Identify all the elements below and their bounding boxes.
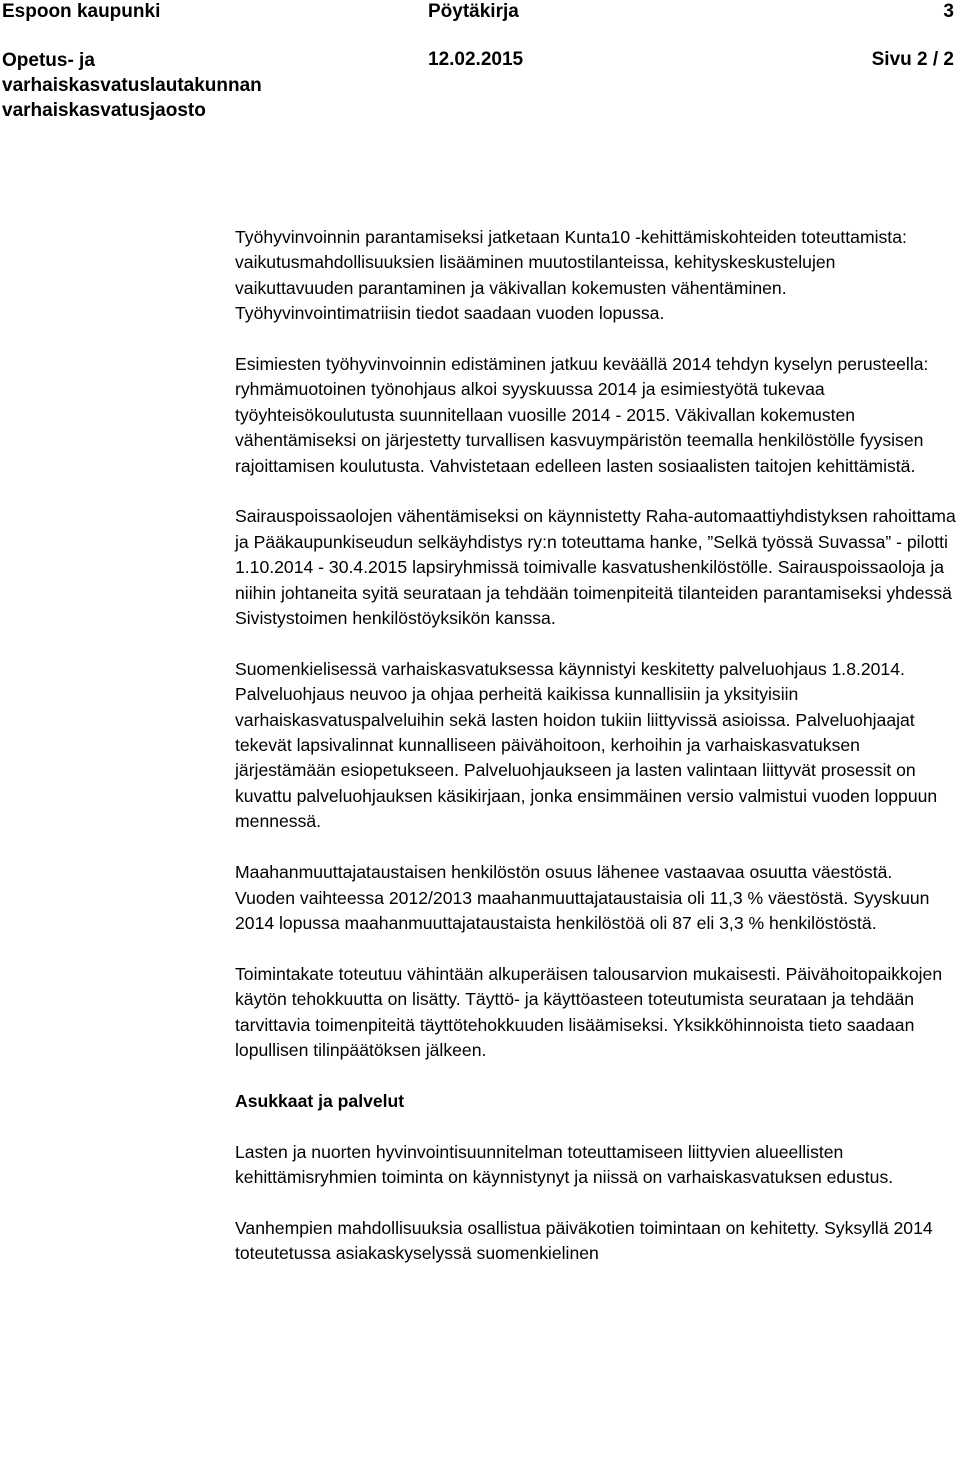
document-type: Pöytäkirja — [428, 1, 519, 22]
body-paragraph: Työhyvinvoinnin parantamiseksi jatketaan Kunta10 -kehittämiskohteiden toteuttamista: vaikutusmahdollisuuksien lisääminen muutostilanteissa, kehityskeskustelujen vaikuttavuuden parantaminen ja väkivallan kokemusten vähentäminen. Työhyvinvointimatriisin tiedot saadaan vuoden lopussa. — [235, 227, 907, 324]
body-paragraph: Suomenkielisessä varhaiskasvatuksessa käynnistyi keskitetty palveluohjaus 1.8.2014. Palveluohjaus neuvoo ja ohjaa perheitä kaikissa kunnallisiin ja yksityisiin varhaiskasvatuspalveluihin sekä lasten hoidon tukiin liittyvissä asioissa. Palveluohjaajat tekevät lapsivalinnat kunnalliseen päivähoitoon, kerhoihin ja varhaiskasvatuksen järjestämään esiopetukseen. Palveluohjaukseen ja lasten valintaan liittyvät prosessit on kuvattu palveluohjauksen käsikirjaan, jonka ensimmäinen versio valmistui vuoden loppuun mennessä. — [235, 658, 938, 832]
page-number: 3 — [943, 1, 954, 22]
page-indicator: Sivu 2 / 2 — [871, 49, 954, 70]
body-paragraph: Sairauspoissaolojen vähentämiseksi on käynnistetty Raha-automaattiyhdistyksen rahoittama ja Pääkaupunkiseudun selkäyhdistys ry:n toteuttama hanke, ”Selkä työssä Suvassa” - pilotti 1.10.2014 - 30.4.2015 lapsiryhmissä toimivalle kasvatushenkilöstölle. Sairauspoissaoloja ja niihin johtaneita syitä seurataan ja tehdään toimenpiteitä tilanteiden parantamiseksi yhdessä Sivistystoimen henkilöstöyksikön kanssa. — [235, 506, 956, 629]
body-paragraph: Lasten ja nuorten hyvinvointisuunnitelman toteuttamiseen liittyvien alueellisten kehittämisryhmien toiminta on käynnistynyt ja niissä on varhaiskasvatuksen edustus. — [235, 1141, 894, 1187]
body-paragraph: Maahanmuuttajataustaisen henkilöstön osuus lähenee vastaavaa osuutta väestöstä. Vuoden vaihteessa 2012/2013 maahanmuuttajataustaisia oli 11,3 % väestöstä. Syyskuun 2014 lopussa maahanmuuttajataustaista henkilöstöä oli 87 eli 3,3 % henkilöstöstä. — [235, 862, 930, 933]
body-paragraph: Vanhempien mahdollisuuksia osallistua päiväkotien toimintaan on kehitetty. Syksyllä 2014 toteutetussa asiakaskyselyssä suomenkielinen — [235, 1217, 933, 1264]
body-paragraph: Esimiesten työhyvinvoinnin edistäminen jatkuu keväällä 2014 tehdyn kyselyn perusteella: ryhmämuotoinen työnohjaus alkoi syyskuussa 2014 ja esimiestyötä tukevaa työyhteisökoulutusta suunnitellaan vuosille 2014 - 2015. Väkivallan kokemusten vähentämiseksi on järjestetty turvallisen kasvuympäristön teemalla henkilöstölle fyysisen rajoittamisen koulutusta. Vahvistetaan edelleen lasten sosiaalisten taitojen kehittämistä. — [235, 354, 929, 476]
committee-line: varhaiskasvatuslautakunnan — [2, 75, 262, 96]
document-body — [235, 225, 957, 1292]
organization-name: Espoon kaupunki — [2, 1, 161, 22]
committee-line: Opetus- ja — [2, 50, 95, 71]
meeting-date: 12.02.2015 — [428, 49, 524, 70]
body-paragraph: Toimintakate toteutuu vähintään alkuperäisen talousarvion mukaisesti. Päivähoitopaikkojen käytön tehokkuutta on lisätty. Täyttö- ja käyttöasteen toteutumista seurataan ja tehdään tarvittavia toimenpiteitä täyttötehokkuuden lisäämiseksi. Yksikköhinnoista tieto saadaan lopullisen tilinpäätöksen jälkeen. — [235, 963, 943, 1060]
committee-line: varhaiskasvatusjaosto — [2, 100, 206, 121]
committee-name — [2, 48, 262, 123]
section-heading: Asukkaat ja palvelut — [235, 1090, 405, 1111]
